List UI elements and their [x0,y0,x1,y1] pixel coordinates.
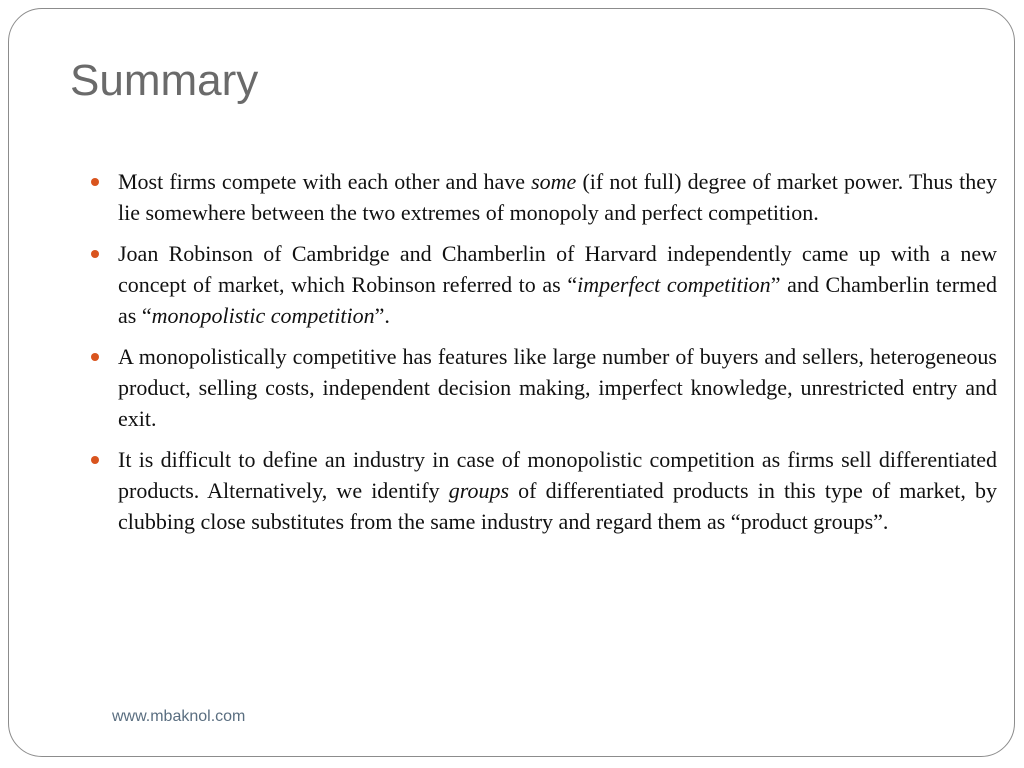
bullet-item [90,238,997,331]
emphasis-text: imperfect competition [577,272,771,297]
bullet-item [90,341,997,434]
bullet-text: It is difficult to define an industry in case of monopolistic competition as firms sell differentiated products. Alternatively, we identify [118,447,997,503]
bullet-text: ”. [374,303,390,328]
bullet-text: A monopolistically competitive has features like large number of buyers and sellers, heterogeneous product, selling costs, independent decision making, imperfect knowledge, unrestricted entry and exit. [118,344,997,431]
bullet-text: Most firms compete with each other and have [118,169,532,194]
bullet-text: (if not full) degree of market power. Thus they lie somewhere between the two extremes of monopoly and perfect competition. [118,169,997,225]
bullet-dot-icon [91,456,99,464]
emphasis-text: monopolistic competition [151,303,375,328]
bullet-dot-icon [91,353,99,361]
emphasis-text: groups [448,478,510,503]
emphasis-text: some [531,169,577,194]
bullet-text: of differentiated products in this type of market, by clubbing close substitutes from the same industry and regard them as “product groups”. [118,478,997,534]
bullet-dot-icon [91,250,99,258]
slide-title: Summary [70,56,259,105]
bullet-item [90,444,997,537]
bullet-text: Joan Robinson of Cambridge and Chamberlin of Harvard independently came up with a new concept of market, which Robinson referred to as “ [118,241,997,297]
bullet-text: ” and Chamberlin termed as “ [118,272,997,328]
bullet-item [90,166,997,228]
footer-url: www.mbaknol.com [112,708,246,725]
bullet-dot-icon [91,178,99,186]
bullet-list [90,166,997,547]
slide-frame [8,8,1015,757]
